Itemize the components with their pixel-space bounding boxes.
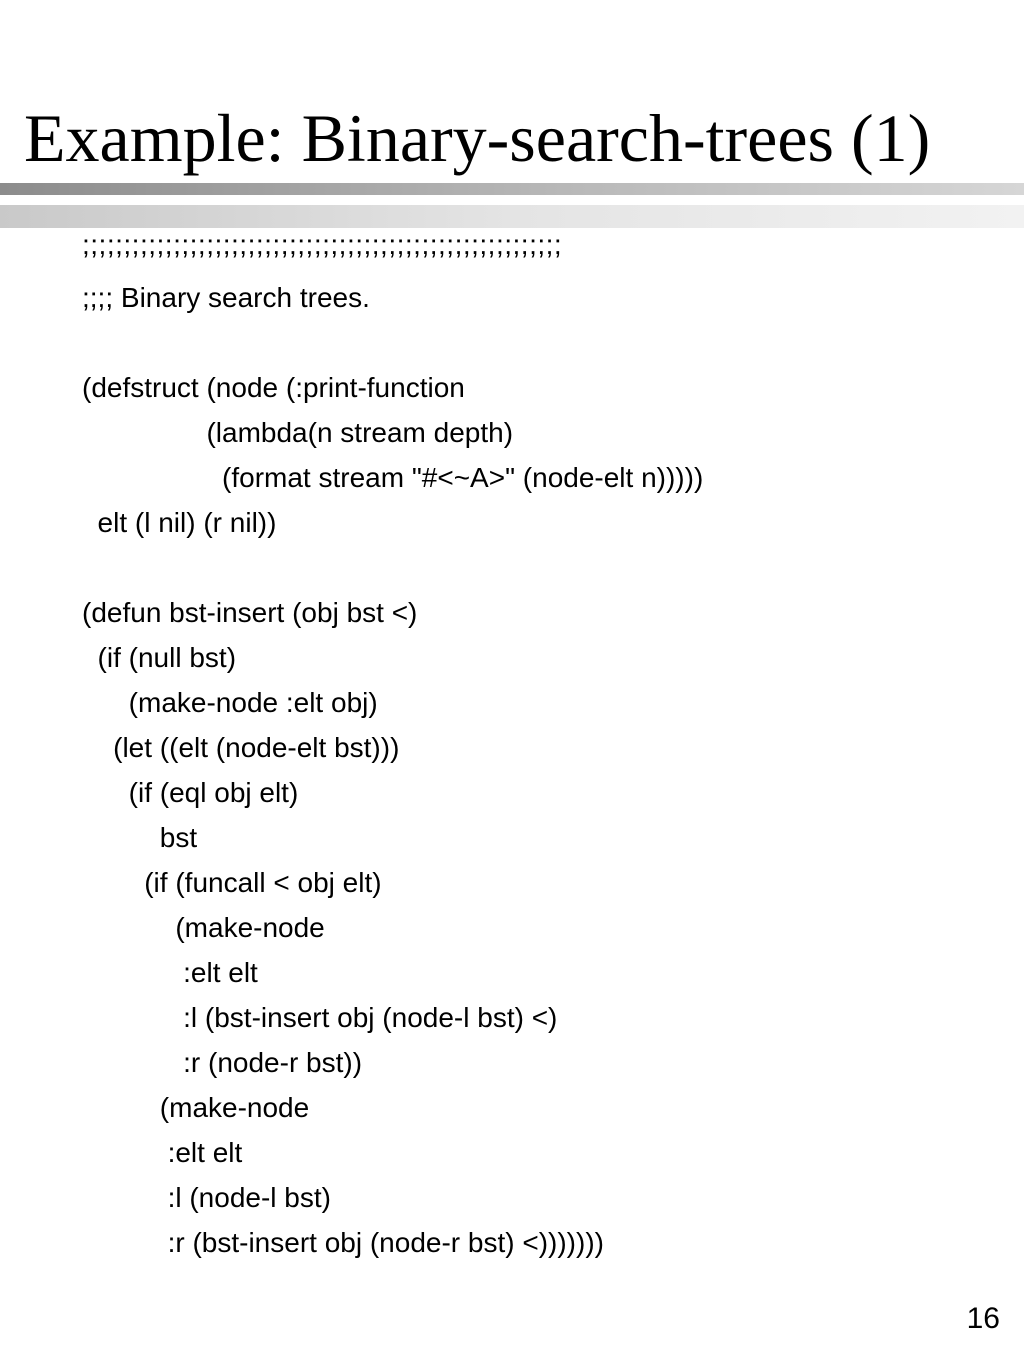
code-line: (lambda(n stream depth) xyxy=(82,417,514,448)
code-line: (if (null bst) xyxy=(82,642,237,673)
code-line: (defstruct (node (:print-function xyxy=(82,372,465,403)
code-line: (if (funcall < obj elt) xyxy=(82,867,382,898)
code-line: :r (node-r bst)) xyxy=(82,1047,363,1078)
slide-number: 16 xyxy=(966,1302,1000,1335)
code-line: :l (bst-insert obj (node-l bst) <) xyxy=(82,1002,558,1033)
code-line: (make-node xyxy=(82,1092,310,1123)
code-line: (if (eql obj elt) xyxy=(82,777,299,808)
code-line: ;;;; Binary search trees. xyxy=(82,282,370,313)
code-line: :r (bst-insert obj (node-r bst) <))))))) xyxy=(82,1227,604,1258)
slide-title: Example: Binary-search-trees (1) xyxy=(24,100,931,176)
code-line: :elt elt xyxy=(82,1137,243,1168)
title-divider-top xyxy=(0,183,1024,195)
code-line: :elt elt xyxy=(82,957,258,988)
code-listing xyxy=(82,230,703,1265)
code-line xyxy=(82,545,703,590)
code-line: ;;;;;;;;;;;;;;;;;;;;;;;;;;;;;;;;;;;;;;;;;;;;;;;;;;;;;;;;;; xyxy=(82,229,563,260)
code-line: (format stream "#<~A>" (node-elt n))))) xyxy=(82,462,704,493)
code-line: (make-node xyxy=(82,912,325,943)
code-line: (let ((elt (node-elt bst))) xyxy=(82,732,400,763)
code-line: elt (l nil) (r nil)) xyxy=(82,507,277,538)
code-line: bst xyxy=(82,822,198,853)
code-line: (defun bst-insert (obj bst <) xyxy=(82,597,418,628)
code-line: :l (node-l bst) xyxy=(82,1182,331,1213)
code-line: (make-node :elt obj) xyxy=(82,687,378,718)
title-divider-bottom xyxy=(0,205,1024,228)
code-line xyxy=(82,320,703,365)
